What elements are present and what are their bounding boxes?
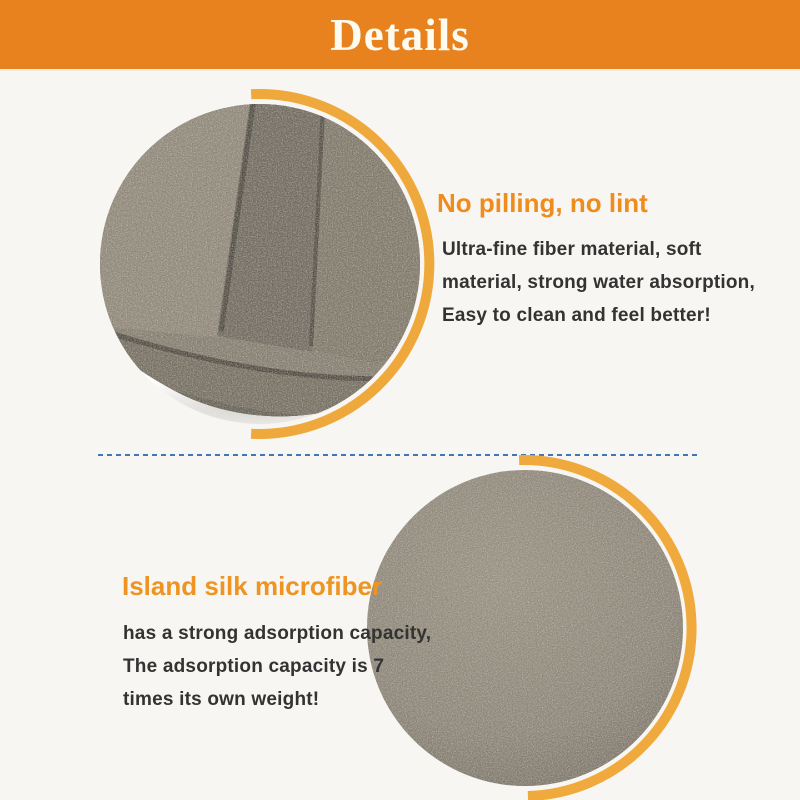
top-body-line-2: material, strong water absorption, <box>442 272 755 293</box>
bottom-body-line-2: The adsorption capacity is 7 <box>123 656 385 677</box>
bottom-body-line-3: times its own weight! <box>123 689 320 710</box>
top-section-body <box>442 233 755 332</box>
folded-cloth-image <box>75 80 455 450</box>
banner-title: Details <box>330 9 470 60</box>
details-banner <box>0 0 800 71</box>
bottom-section-title: Island silk microfiber <box>122 571 383 601</box>
top-section-title: No pilling, no lint <box>437 188 648 218</box>
bottom-section-body <box>123 617 431 716</box>
bottom-body-line-1: has a strong adsorption capacity, <box>123 623 432 644</box>
top-body-line-3: Easy to clean and feel better! <box>442 305 711 326</box>
felt-photo-top <box>75 80 455 450</box>
top-body-line-1: Ultra-fine fiber material, soft <box>442 239 702 260</box>
